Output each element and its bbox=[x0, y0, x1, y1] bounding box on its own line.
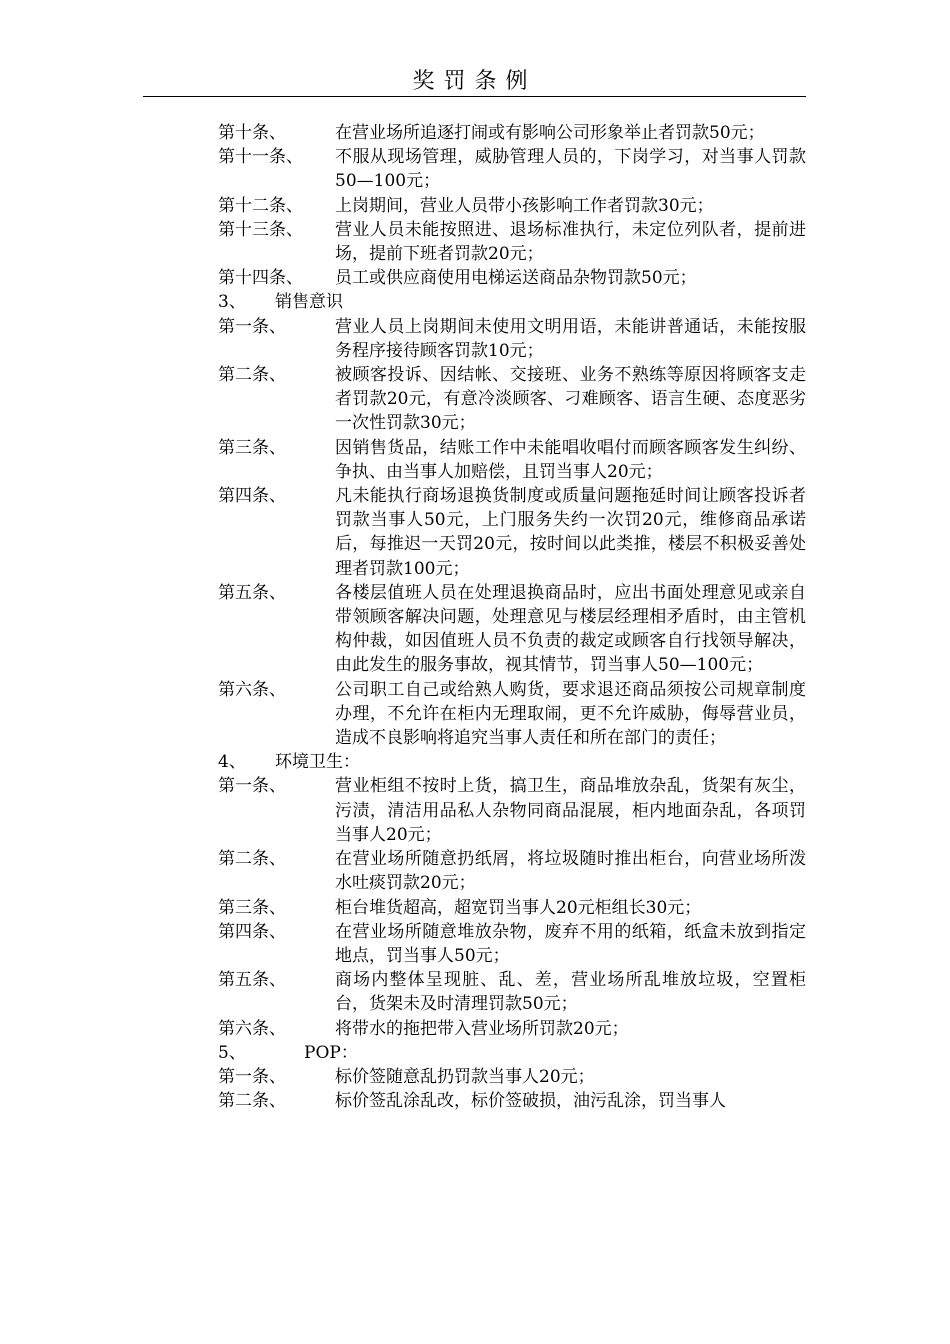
rule-text: 将带水的拖把带入营业场所罚款20元； bbox=[335, 1018, 629, 1039]
rule-text: 标价签乱涂乱改，标价签破损，油污乱涂，罚当事人 bbox=[335, 1091, 726, 1112]
rule-item bbox=[218, 896, 810, 920]
page-header bbox=[143, 58, 806, 97]
rule-number: 第四条、 bbox=[218, 921, 286, 942]
rule-number: 第二条、 bbox=[218, 849, 286, 870]
section-number: 4、 bbox=[218, 752, 246, 773]
section-title: POP： bbox=[304, 1042, 358, 1063]
rule-text: 员工或供应商使用电梯运送商品杂物罚款50元； bbox=[335, 268, 697, 289]
rule-item bbox=[218, 436, 810, 484]
rule-item bbox=[218, 266, 810, 290]
rule-number: 第十二条、 bbox=[218, 195, 303, 216]
rule-number: 第一条、 bbox=[218, 776, 286, 797]
rule-item bbox=[218, 1017, 810, 1041]
rule-text: 被顾客投诉、因结帐、交接班、业务不熟练等原因将顾客支走者罚款20元，有意冷淡顾客、刁难顾客、语言生硬、态度恶劣一次性罚款30元； bbox=[335, 365, 806, 434]
rule-text: 凡未能执行商场退换货制度或质量问题拖延时间让顾客投诉者罚款当事人50元，上门服务失约一次罚20元，维修商品承诺后，每推迟一天罚20元，按时间以此类推，楼层不积极妥善处理者罚款100元； bbox=[335, 486, 806, 579]
rule-item bbox=[218, 968, 810, 1016]
section-title: 销售意识 bbox=[275, 292, 343, 313]
rule-text: 上岗期间，营业人员带小孩影响工作者罚款30元； bbox=[335, 195, 714, 216]
regulations-body bbox=[218, 121, 810, 1113]
rule-item bbox=[218, 484, 810, 581]
rule-item bbox=[218, 1089, 810, 1113]
rule-number: 第一条、 bbox=[218, 316, 286, 337]
rule-number: 第十四条、 bbox=[218, 268, 303, 289]
rule-text: 在营业场所随意扔纸屑，将垃圾随时推出柜台，向营业场所泼水吐痰罚款20元； bbox=[335, 849, 806, 894]
section-number: 5、 bbox=[218, 1042, 246, 1063]
rule-number: 第二条、 bbox=[218, 1091, 286, 1112]
rule-text: 公司职工自己或给熟人购货，要求退还商品须按公司规章制度办理，不允许在柜内无理取闹，更不允许威胁，侮辱营业员，造成不良影响将追究当事人责任和所在部门的责任； bbox=[335, 679, 806, 749]
rule-item bbox=[218, 315, 810, 363]
rule-text: 营业柜组不按时上货，搞卫生，商品堆放杂乱，货架有灰尘，污渍，清洁用品私人杂物同商品混展，柜内地面杂乱，各项罚当事人20元； bbox=[335, 776, 806, 845]
rules-list-part1 bbox=[218, 121, 810, 290]
rule-text: 各楼层值班人员在处理退换商品时，应出书面处理意见或亲自带领顾客解决问题，处理意见与楼层经理相矛盾时，由主管机构仲裁，如因值班人员不负责的裁定或顾客自行找领导解决，由此发生的服务事故，视其情节，罚当事人50—100元； bbox=[335, 582, 806, 676]
rule-item bbox=[218, 847, 810, 895]
rule-number: 第三条、 bbox=[218, 437, 286, 458]
rule-text: 营业人员未能按照进、退场标准执行，未定位列队者，提前进场，提前下班者罚款20元； bbox=[335, 219, 806, 265]
rule-item bbox=[218, 1065, 810, 1089]
rules-list-section5 bbox=[218, 1065, 810, 1113]
rule-item bbox=[218, 581, 810, 678]
rule-text: 在营业场所随意堆放杂物，废弃不用的纸箱，纸盒未放到指定地点，罚当事人50元； bbox=[335, 921, 806, 966]
section-heading-4 bbox=[218, 750, 810, 774]
rule-item bbox=[218, 218, 810, 266]
section-title: 环境卫生： bbox=[275, 752, 360, 773]
rule-item bbox=[218, 121, 810, 145]
rule-text: 在营业场所追逐打闹或有影响公司形象举止者罚款50元； bbox=[335, 123, 765, 143]
rules-list-section3 bbox=[218, 315, 810, 751]
rule-item bbox=[218, 920, 810, 968]
rule-item bbox=[218, 774, 810, 847]
rule-number: 第三条、 bbox=[218, 897, 286, 918]
rule-text: 商场内整体呈现脏、乱、差，营业场所乱堆放垃圾，空置柜台，货架未及时清理罚款50元； bbox=[335, 970, 806, 1015]
rule-number: 第五条、 bbox=[218, 582, 286, 603]
rule-item bbox=[218, 145, 810, 193]
rule-text: 不服从现场管理，威胁管理人员的，下岗学习，对当事人罚款50—100元； bbox=[335, 147, 806, 192]
rule-item bbox=[218, 363, 810, 436]
section-number: 3、 bbox=[218, 292, 246, 313]
rule-item bbox=[218, 678, 810, 751]
rule-number: 第六条、 bbox=[218, 1018, 286, 1039]
rule-text: 标价签随意乱扔罚款当事人20元； bbox=[335, 1066, 595, 1087]
rule-number: 第六条、 bbox=[218, 679, 286, 700]
section-heading-5 bbox=[218, 1041, 810, 1065]
rule-text: 因销售货品，结账工作中未能唱收唱付而顾客顾客发生纠纷、争执、由当事人加赔偿，且罚当事人20元； bbox=[335, 437, 806, 482]
rule-number: 第五条、 bbox=[218, 970, 286, 991]
rule-number: 第一条、 bbox=[218, 1066, 286, 1087]
document-title: 奖罚条例 bbox=[412, 69, 537, 94]
rule-number: 第十一条、 bbox=[218, 147, 303, 168]
rule-text: 营业人员上岗期间未使用文明用语，未能讲普通话，未能按服务程序接待顾客罚款10元； bbox=[335, 316, 806, 361]
rule-number: 第二条、 bbox=[218, 365, 286, 386]
rule-item bbox=[218, 194, 810, 218]
rule-number: 第十条、 bbox=[218, 123, 286, 143]
rules-list-section4 bbox=[218, 774, 810, 1040]
rule-number: 第四条、 bbox=[218, 486, 286, 507]
rule-number: 第十三条、 bbox=[218, 219, 303, 240]
section-heading-3 bbox=[218, 290, 810, 314]
rule-text: 柜台堆货超高，超宽罚当事人20元柜组长30元； bbox=[335, 897, 702, 918]
